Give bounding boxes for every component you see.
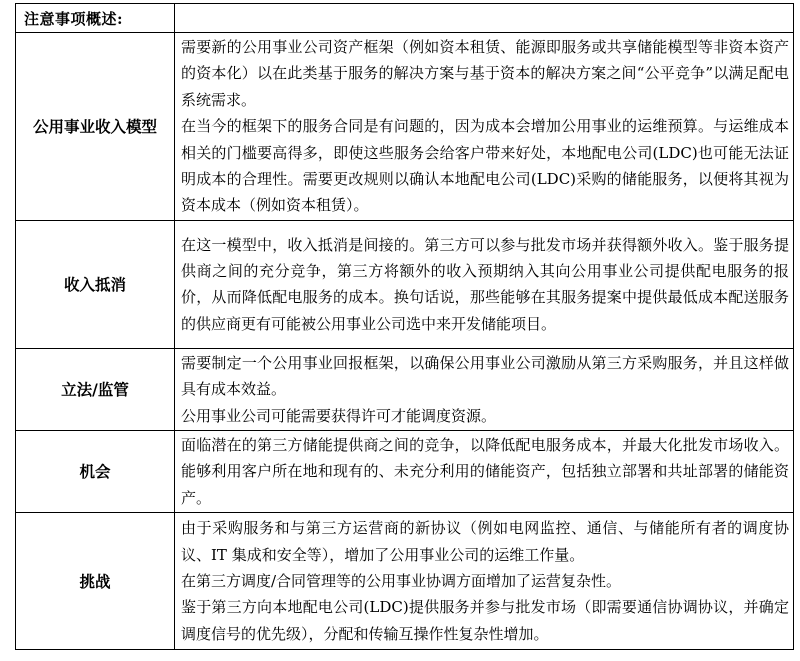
table-row	[16, 220, 794, 348]
row-paragraph: 在这一模型中，收入抵消是间接的。第三方可以参与批发市场并获得额外收入。鉴于服务提供商之间的充分竞争，第三方将额外的收入预期纳入其向公用事业公司提供配电服务的报价，从而降低配电服务的成本。换句话说，那些能够在其服务提案中提供最低成本配送服务的供应商更有可能被公用事业公司选中来开发储能项目。	[181, 235, 789, 333]
table-row	[16, 33, 794, 221]
row-paragraph: 在当今的框架下的服务合同是有问题的，因为成本会增加公用事业的运维预算。与运维成本相关的门槛要高得多，即使这些服务会给客户带来好处，本地配电公司(LDC)也可能无法证明成本的合理性。需要更改规则以确认本地配电公司(LDC)采购的储能服务，以便将其视为资本成本（例如资本租赁）。	[181, 117, 789, 215]
row-content-cell	[175, 513, 794, 650]
row-label: 立法/监管	[61, 379, 129, 399]
row-content-cell	[175, 348, 794, 430]
row-paragraph: 在第三方调度/合同管理等的公用事业协调方面增加了运营复杂性。	[181, 572, 622, 591]
row-content-cell	[175, 220, 794, 348]
row-paragraph: 由于采购服务和与第三方运营商的新协议（例如电网监控、通信、与储能所有者的调度协议、IT 集成和安全等），增加了公用事业公司的运维工作量。	[181, 519, 789, 564]
row-content-cell	[175, 33, 794, 221]
considerations-table	[15, 3, 794, 650]
table-header-empty-cell	[175, 4, 794, 33]
row-label: 公用事业收入模型	[32, 116, 157, 136]
row-paragraph: 需要新的公用事业公司资产框架（例如资本租赁、能源即服务或共享储能模型等非资本资产的资本化）以在此类基于服务的解决方案与基于资本的解决方案之间“公平竞争”以满足配电系统需求。	[181, 38, 789, 109]
table-row	[16, 513, 794, 650]
row-label-cell	[16, 348, 175, 430]
row-label: 机会	[79, 462, 111, 482]
table-row	[16, 431, 794, 513]
row-label-cell	[16, 33, 175, 221]
row-paragraph: 公用事业公司可能需要获得许可才能调度资源。	[181, 406, 497, 425]
table-title: 注意事项概述:	[16, 4, 175, 33]
row-paragraph: 需要制定一个公用事业回报框架，以确保公用事业公司激励从第三方采购服务，并且这样做具有成本效益。	[181, 353, 789, 399]
row-paragraph: 面临潜在的第三方储能提供商之间的竞争，以降低配电服务成本，并最大化批发市场收入。能够利用客户所在地和现有的、未充分利用的储能资产，包括独立部署和共址部署的储能资产。	[181, 436, 789, 507]
table-row	[16, 348, 794, 430]
row-paragraph: 鉴于第三方向本地配电公司(LDC)提供服务并参与批发市场（即需要通信协调协议，并确定调度信号的优先级），分配和传输互操作性复杂性增加。	[181, 598, 789, 643]
table-header-row	[16, 4, 794, 33]
row-content-cell	[175, 431, 794, 513]
row-label: 挑战	[79, 571, 111, 591]
row-label: 收入抵消	[63, 274, 126, 294]
row-label-cell	[16, 220, 175, 348]
row-label-cell	[16, 513, 175, 650]
row-label-cell	[16, 431, 175, 513]
